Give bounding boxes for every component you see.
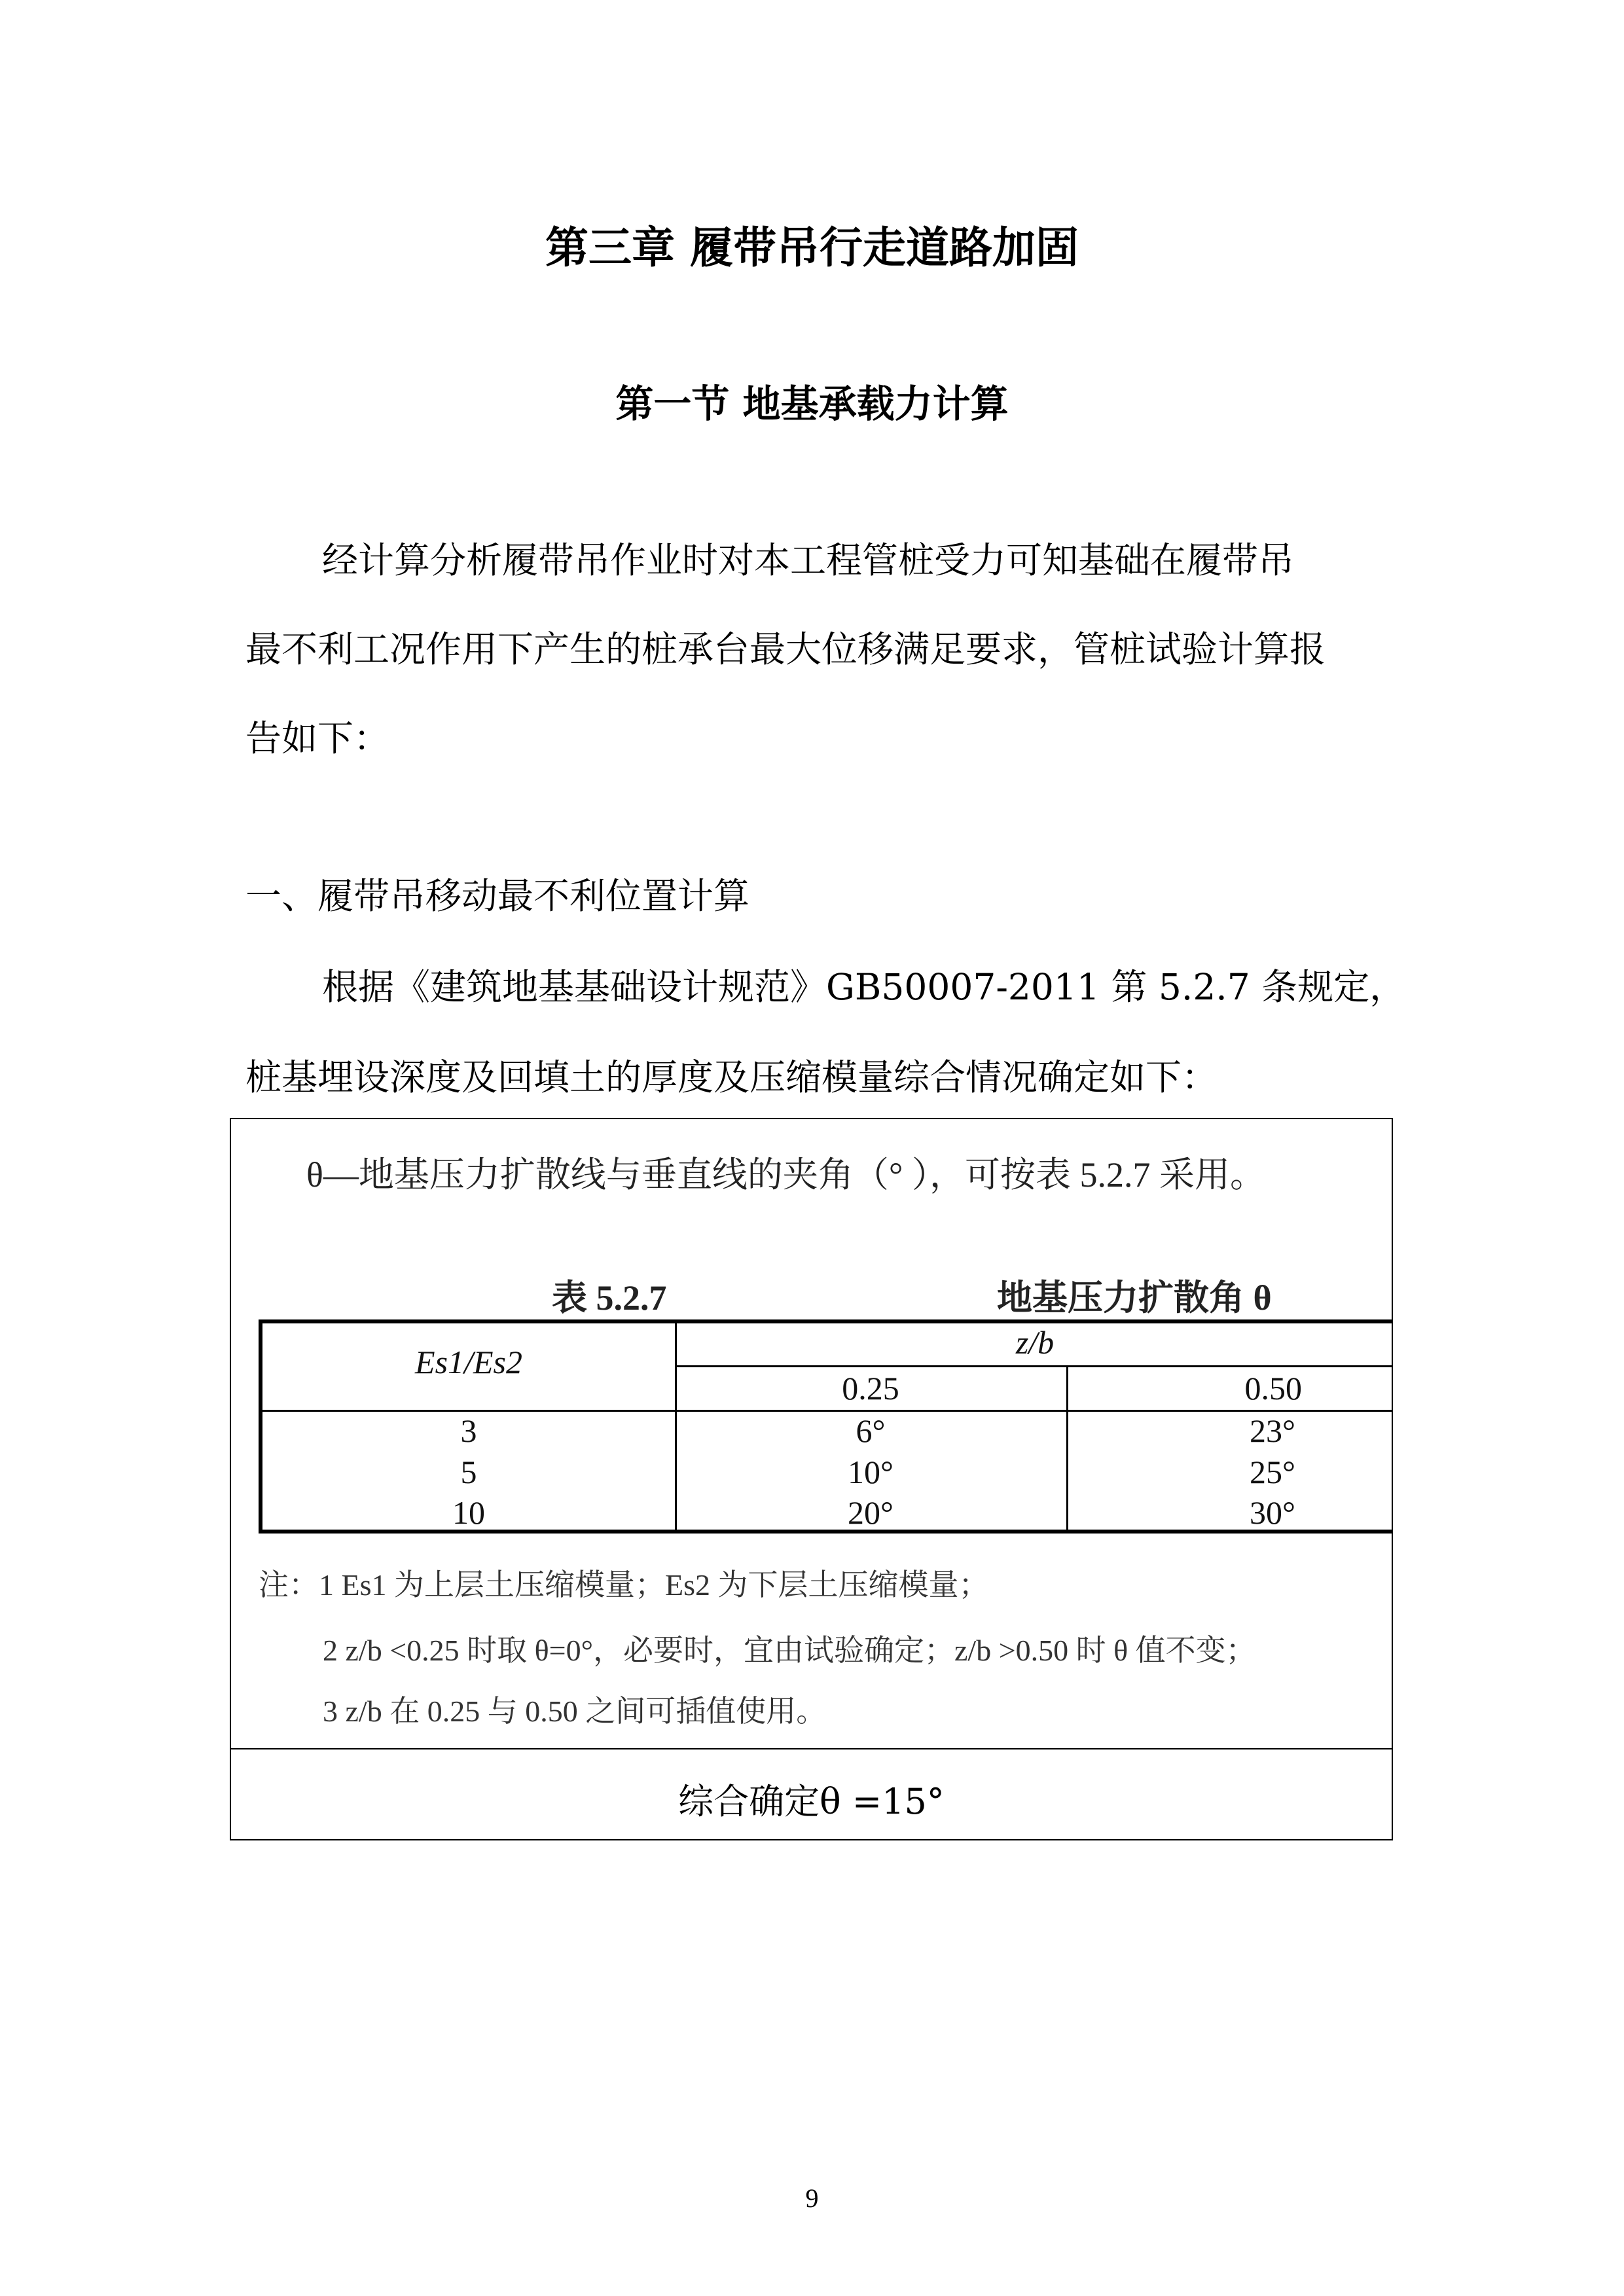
subheading: 一、履带吊移动最不利位置计算 bbox=[245, 875, 750, 917]
divider bbox=[231, 1748, 1392, 1749]
cell: 10° bbox=[848, 1454, 893, 1490]
section-title: 第一节 地基承载力计算 bbox=[615, 382, 1009, 426]
paragraph-line: 最不利工况作用下产生的桩承台最大位移满足要求，管桩试验计算报 bbox=[245, 628, 1326, 670]
cell: 25° bbox=[1250, 1454, 1295, 1490]
paragraph-line: 桩基埋设深度及回填土的厚度及压缩模量综合情况确定如下： bbox=[245, 1056, 1218, 1098]
column-header: 0.50 bbox=[1244, 1370, 1302, 1407]
paragraph-line: 告如下： bbox=[245, 717, 390, 759]
cell: 30° bbox=[1250, 1494, 1295, 1531]
cell: 6° bbox=[856, 1412, 886, 1449]
cell: 10 bbox=[452, 1494, 485, 1531]
theta-definition: θ—地基压力扩散线与垂直线的夹角（° ），可按表 5.2.7 采用。 bbox=[306, 1155, 1265, 1194]
cell: 3 bbox=[460, 1412, 477, 1449]
cell: 20° bbox=[848, 1494, 893, 1531]
note: 2 z/b <0.25 时取 θ=0°，必要时，宜由试验确定；z/b >0.50 时 θ 值不变； bbox=[323, 1634, 1256, 1667]
table-number: 表 5.2.7 bbox=[552, 1278, 667, 1318]
table-title: 地基压力扩散角 θ bbox=[997, 1278, 1272, 1318]
paragraph-line: 经计算分析履带吊作业时对本工程管桩受力可知基础在履带吊 bbox=[322, 539, 1295, 581]
col-header: Es1/Es2 bbox=[415, 1344, 522, 1380]
page-number: 9 bbox=[805, 2183, 819, 2213]
note: 注：1 Es1 为上层土压缩模量；Es2 为下层土压缩模量； bbox=[259, 1568, 989, 1602]
conclusion: 综合确定θ =15° bbox=[678, 1781, 945, 1822]
cell: 5 bbox=[460, 1454, 477, 1490]
group-header: z/b bbox=[1015, 1324, 1055, 1361]
column-header: 0.25 bbox=[842, 1370, 899, 1407]
chapter-title: 第三章 履带吊行走道路加固 bbox=[545, 223, 1079, 273]
cell: 23° bbox=[1250, 1412, 1295, 1449]
note: 3 z/b 在 0.25 与 0.50 之间可插值使用。 bbox=[323, 1695, 827, 1728]
diffusion-angle-table bbox=[259, 1319, 1392, 1534]
excerpt-box bbox=[230, 1118, 1393, 1840]
paragraph-line: 根据《建筑地基基础设计规范》GB50007-2011 第 5.2.7 条规定， bbox=[322, 966, 1406, 1008]
